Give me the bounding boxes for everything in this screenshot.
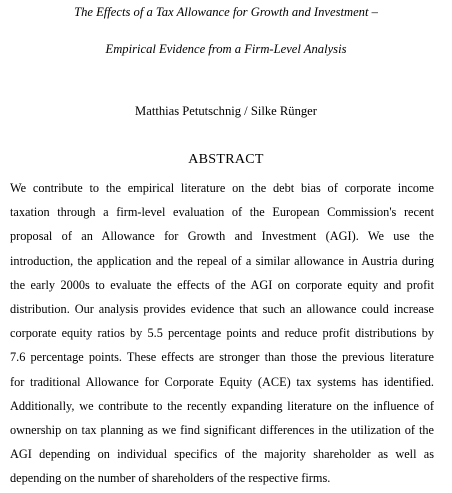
paper-title-line-1: The Effects of a Tax Allowance for Growth and Investment – [74,5,378,19]
paper-title-line-2: Empirical Evidence from a Firm-Level Analysis [105,42,347,56]
abstract-line: Additionally, we contribute to the recently expanding literature on the influence of [10,398,434,413]
abstract-line: introduction, the application and the repeal of a similar allowance in Austria during [10,253,434,268]
abstract-line: distribution. Our analysis provides evidence that such an allowance could increase [10,301,434,316]
abstract-line: ownership on tax planning as we find significant differences in the utilization of the [10,422,434,437]
abstract-line: depending on the number of shareholders of the respective firms. [10,471,331,486]
abstract-line: corporate equity ratios by 5.5 percentage points and reduce profit distributions by [10,326,434,341]
abstract-line: 7.6 percentage points. These effects are stronger than those the previous literature [10,350,434,365]
abstract-line: proposal of an Allowance for Growth and Investment (AGI). We use the [10,229,434,244]
abstract-heading: ABSTRACT [188,152,264,167]
abstract-line: taxation through a firm-level evaluation of the European Commission's recent [10,205,434,220]
abstract-line: AGI depending on individual specifics of the majority shareholder as well as [10,447,434,462]
paper-authors: Matthias Petutschnig / Silke Rünger [135,104,317,118]
abstract-line: for traditional Allowance for Corporate Equity (ACE) tax systems has identified. [10,374,434,389]
abstract-line: We contribute to the empirical literature on the debt bias of corporate income [10,181,434,195]
abstract-line: the early 2000s to evaluate the effects of the AGI on corporate equity and profit [10,277,434,292]
abstract-body [10,179,434,493]
